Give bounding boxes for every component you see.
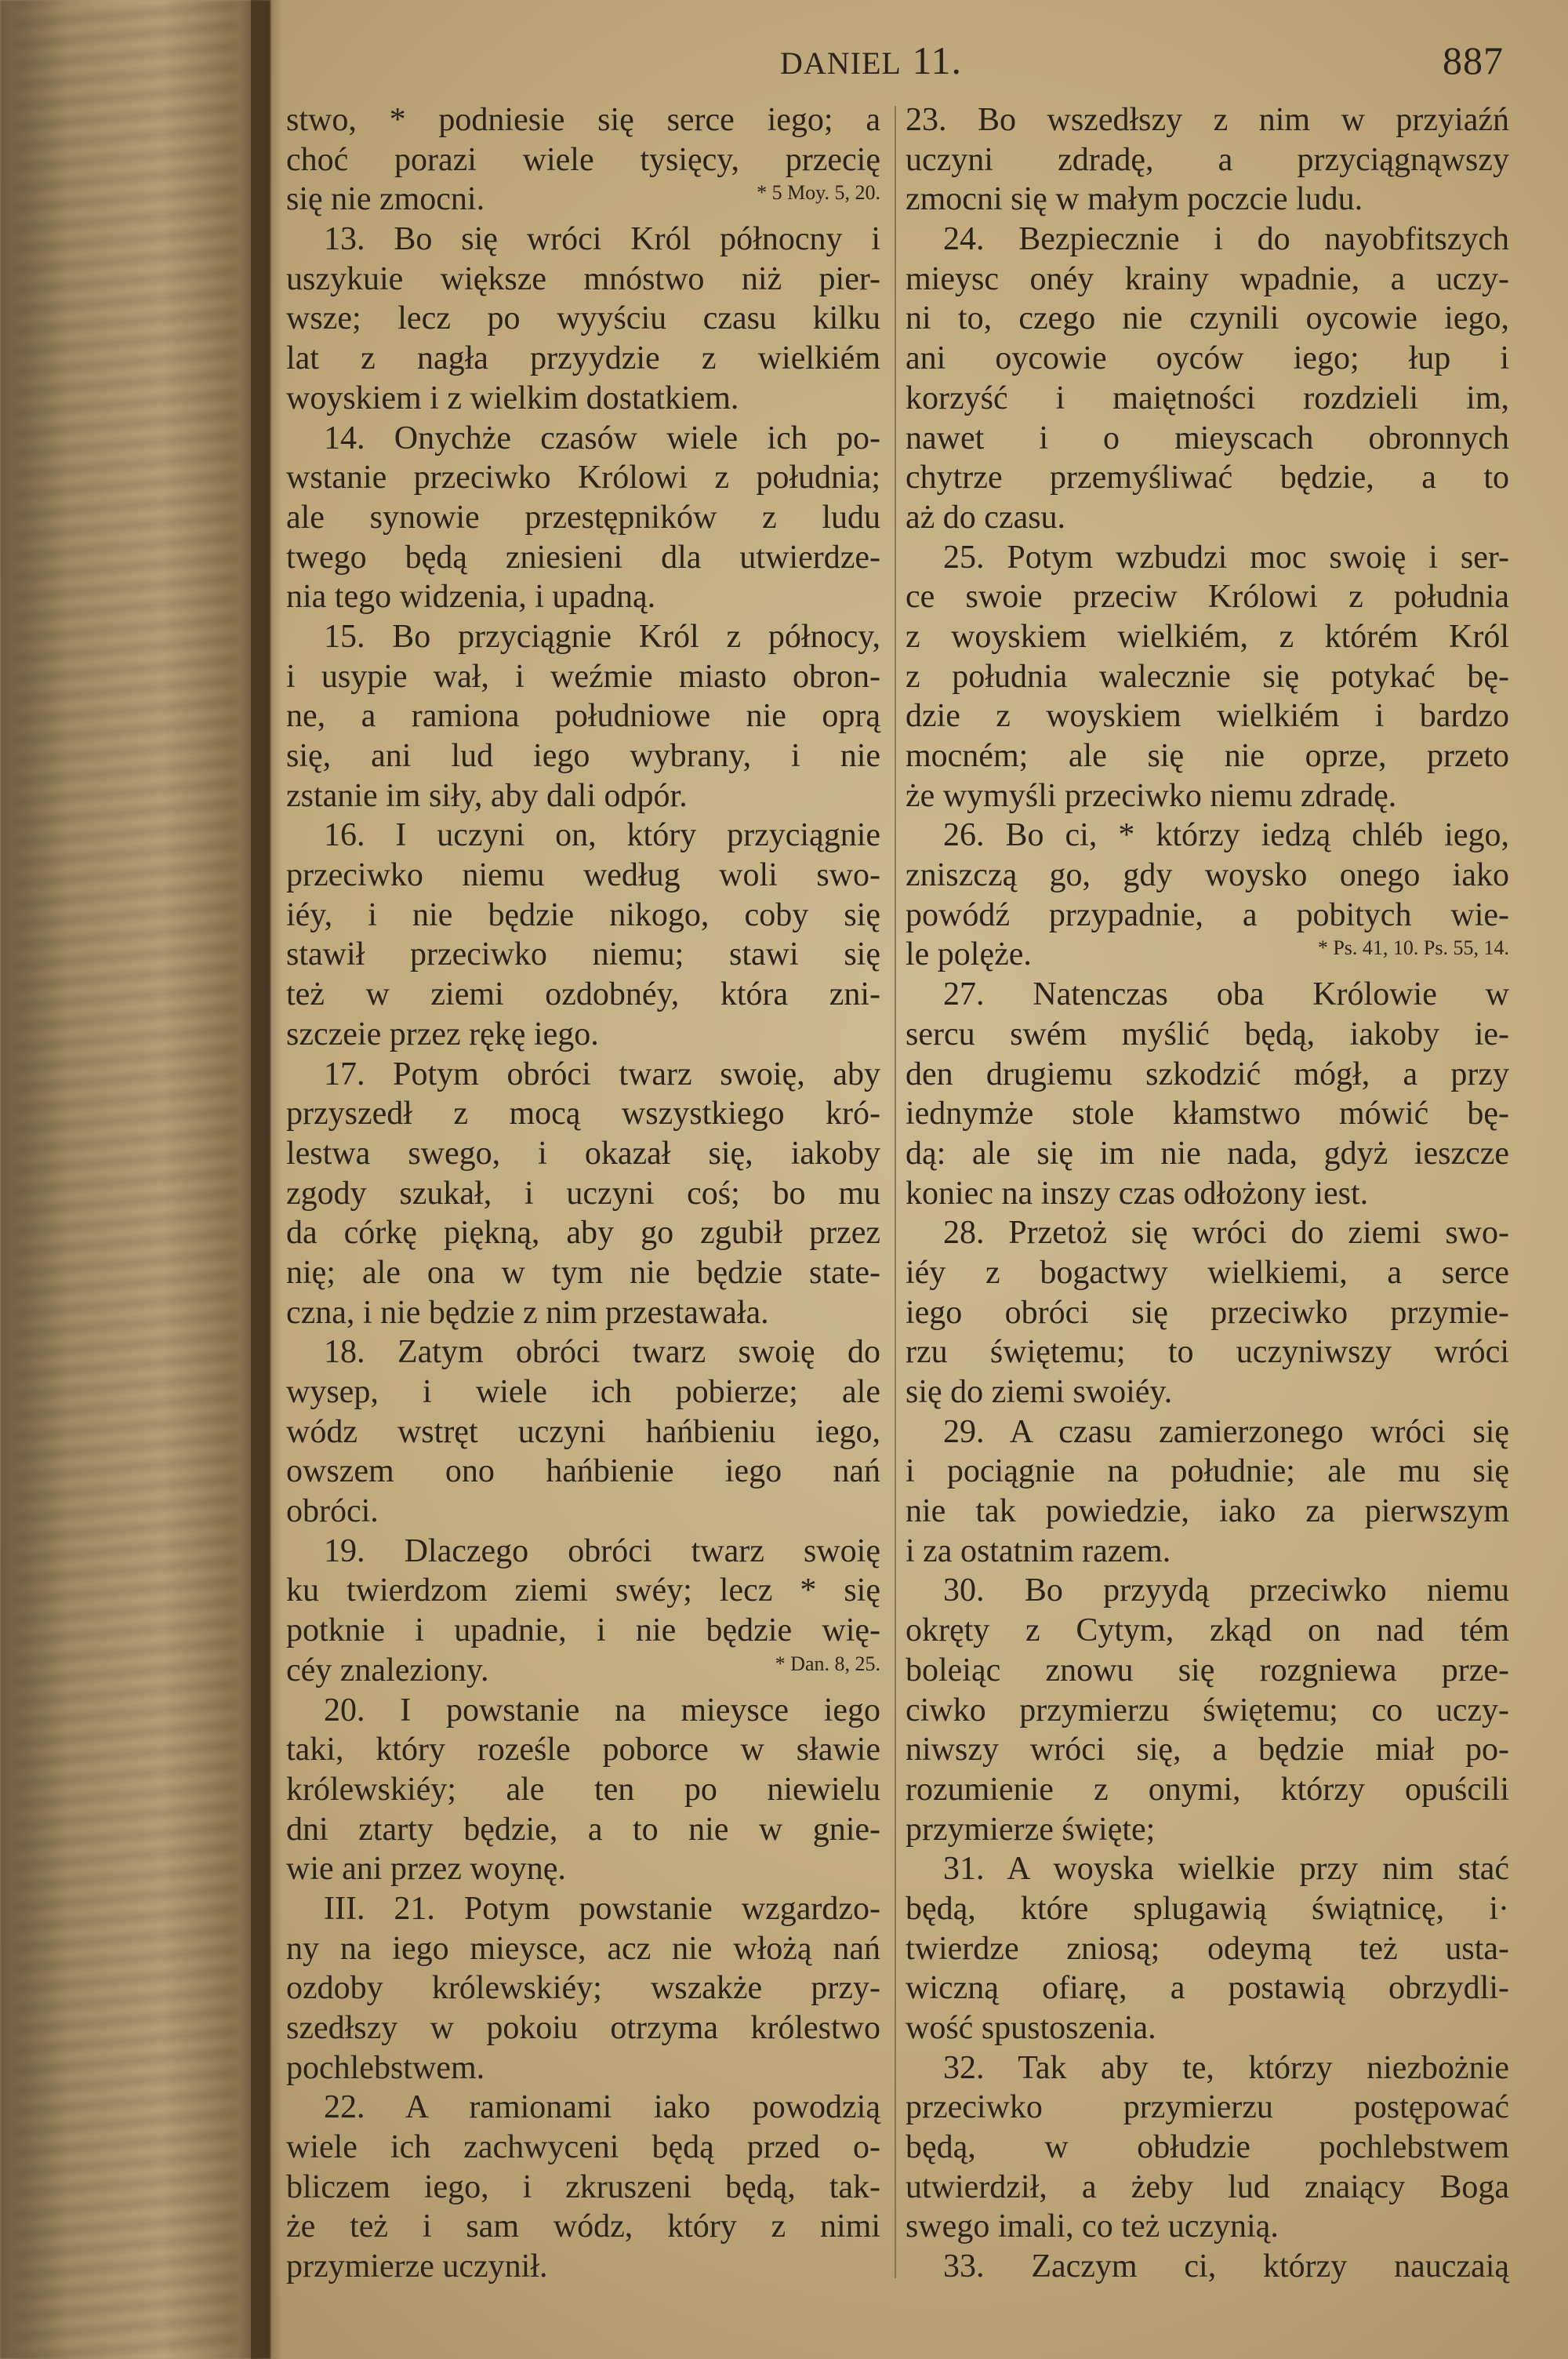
text-line [906,2168,1509,2208]
line-text: 31. A woyska wielkie przy nim stać [943,1851,1509,1888]
line-text: 32. Tak aby te, którzy niezbożnie [943,2049,1509,2086]
line-text: wódz wstręt uczyni hańbieniu iego, [286,1413,880,1450]
text-line [906,1253,1509,1293]
verse-start-line [286,1532,880,1572]
line-text: 19. Dlaczego obróci twarz swoię [324,1532,880,1569]
verse-start-line [286,220,880,260]
text-line [286,260,880,300]
line-text: będą, które splugawią świątnicę, i· [906,1890,1509,1927]
line-text: bliczem iego, i zkruszeni będą, tak- [286,2168,880,2205]
line-text: z woyskiem wielkiém, z którém Król [906,618,1509,655]
line-text: zniszczą go, gdy woysko onego iako [906,857,1509,894]
line-text: powódź przypadnie, a pobitych wie- [906,896,1509,933]
line-text: czna, i nie będzie z nim przestawała. [286,1294,769,1331]
verse-start-line [906,1571,1509,1611]
text-line [906,1134,1509,1174]
line-text: 33. Zaczym ci, którzy nauczaią [943,2248,1509,2285]
line-text: taki, który roześle poborce w sławie [286,1732,880,1768]
line-text: iego obróci się przeciwko przymie- [906,1294,1509,1331]
text-line [286,577,880,617]
line-text: wie ani przez woynę. [286,1851,566,1888]
line-text: ani oycowie oyców iego; łup i [906,340,1509,377]
verse-start-line [286,2088,880,2128]
line-text: przeciwko przymierzu postępować [906,2089,1509,2126]
text-line [906,617,1509,657]
verse-start-line [286,1889,880,1929]
line-text: ny na iego mieysce, acz nie włożą nań [286,1930,880,1967]
line-text: nie tak powiedzie, iako za pierwszym [906,1493,1509,1530]
text-line [906,696,1509,736]
text-line [906,498,1509,538]
line-text: 23. Bo wszedłszy z nim w przyiaźń [906,102,1509,138]
facing-page-text-blur [16,0,239,2359]
line-text: ale synowie przestępników z ludu [286,499,880,536]
line-text: iednymże stole kłamstwo mówić bę- [906,1096,1509,1132]
text-line [906,1810,1509,1850]
line-text: utwierdził, a żeby lud znaiący Boga [906,2168,1509,2205]
text-line [286,1849,880,1889]
text-line [906,2207,1509,2247]
text-line [286,1770,880,1810]
text-line [906,1889,1509,1929]
text-line [906,577,1509,617]
text-line [286,498,880,538]
text-line [286,776,880,816]
text-line [906,299,1509,339]
text-line [286,856,880,896]
line-text: swego imali, co też uczynią. [906,2208,1279,2245]
verse-start-line [286,419,880,459]
text-line [286,1174,880,1214]
line-text: i za ostatnim razem. [906,1532,1171,1569]
text-line [906,1730,1509,1770]
line-text: twego będą zniesieni dla utwierdze- [286,539,880,576]
text-line [906,1372,1509,1412]
line-text: stwo, * podniesie się serce iego; a [286,102,880,138]
line-text: twierdze zniosą; odeymą też usta- [906,1930,1509,1967]
line-text: zgody szukał, i uczyni coś; bo mu [286,1175,880,1212]
line-text: 27. Natenczas oba Królowie w [943,976,1509,1013]
text-line [286,339,880,379]
line-text: niwszy wróci się, a będzie miał po- [906,1732,1509,1768]
text-line [906,2128,1509,2168]
text-line [286,696,880,736]
text-line [286,379,880,419]
line-text: 28. Przetoż się wróci do ziemi swo- [943,1215,1509,1252]
line-text: dą: ale się im nie nada, gdyż ieszcze [906,1135,1509,1172]
line-text: wsze; lecz po wyyściu czasu kilku [286,300,880,337]
line-text: korzyść i maiętności rozdzieli im, [906,380,1509,416]
line-text: że też i sam wódz, który z nimi [286,2208,880,2245]
text-line [286,736,880,776]
text-line [286,1651,880,1691]
line-text: 15. Bo przyciągnie Król z północy, [324,618,880,655]
line-text: den drugiemu szkodzić mógł, a przy [906,1056,1509,1092]
text-line [906,736,1509,776]
text-line [286,1968,880,2008]
text-line [286,975,880,1015]
line-text: stawił przeciwko niemu; stawi się [286,936,880,973]
line-text: sercu swém myślić będą, iakoby ie- [906,1016,1509,1052]
line-text: rozumienie z onymi, którzy opuścili [906,1771,1509,1808]
line-text: przyszedł z mocą wszystkiego kró- [286,1096,880,1132]
text-line [286,1015,880,1055]
line-text: 26. Bo ci, * którzy iedzą chléb iego, [943,817,1509,854]
line-text: ku twierdzom ziemi swéy; lecz * się [286,1572,880,1609]
line-text: i pociągnie na południe; ale mu się [906,1453,1509,1490]
text-line [906,1293,1509,1333]
text-line [286,1372,880,1412]
line-text: nię; ale ona w tym nie będzie state- [286,1254,880,1291]
text-column-right [906,100,1509,2287]
line-text: owszem ono hańbienie iego nań [286,1453,880,1490]
text-line [286,1094,880,1134]
verse-start-line [906,975,1509,1015]
text-line [286,1213,880,1253]
line-text: wiczną ofiarę, a postawią obrzydli- [906,1970,1509,2007]
column-divider [895,106,896,2278]
line-text: 22. A ramionami iako powodzią [324,2089,880,2126]
line-text: ni to, czego nie czynili oycowie iego, [906,300,1509,337]
chapter-number: 11. [912,38,963,82]
line-text: się nie zmocni. [286,181,485,218]
line-text: wysep, i wiele ich pobierze; ale [286,1374,880,1410]
line-text: uszykuie większe mnóstwo niż pier- [286,260,880,297]
line-text: lat z nagła przyydzie z wielkiém [286,340,880,377]
text-line [906,935,1509,975]
line-text: obróci. [286,1493,379,1530]
line-text: mocném; ale się nie oprze, przeto [906,738,1509,774]
text-line [286,2008,880,2048]
line-text: da córkę piękną, aby go zgubił przez [286,1215,880,1252]
text-line [906,1332,1509,1372]
line-text: 29. A czasu zamierzonego wróci się [943,1413,1509,1450]
running-header [780,38,962,83]
text-line [906,339,1509,379]
verse-start-line [286,617,880,657]
line-text: nawet i o mieyscach obronnych [906,420,1509,456]
text-line [286,896,880,936]
line-text: ce swoie przeciw Królowi z południa [906,579,1509,616]
line-text: szczeie przez rękę iego. [286,1016,599,1052]
verse-start-line [906,1213,1509,1253]
text-line [286,180,880,220]
text-line [906,856,1509,896]
text-line [906,1968,1509,2008]
line-text: nia tego widzenia, i upadną. [286,579,656,616]
text-line [906,260,1509,300]
text-line [286,1293,880,1333]
line-text: też w ziemi ozdobnéy, która zni- [286,976,880,1013]
line-text: woyskiem i z wielkim dostatkiem. [286,380,739,416]
verse-start-line [906,2048,1509,2088]
verse-start-line [906,1849,1509,1889]
line-text: ciwko przymierzu świętemu; co uczy- [906,1692,1509,1728]
footnote-reference: * Ps. 41, 10. Ps. 55, 14. [1317,936,1509,960]
line-text: ozdoby królewskiéy; wszakże przy- [286,1970,880,2007]
verse-start-line [286,816,880,856]
verse-start-line [906,220,1509,260]
text-line [906,419,1509,459]
line-text: będą, w obłudzie pochlebstwem [906,2129,1509,2166]
line-text: céy znaleziony. [286,1652,489,1688]
line-text: boleiąc znowu się rozgniewa prze- [906,1652,1509,1688]
text-line [286,1452,880,1492]
line-text: iéy z bogactwy wielkiemi, a serce [906,1254,1509,1291]
line-text: się, ani lud iego wybrany, i nie [286,738,880,774]
line-text: choć porazi wiele tysięcy, przecię [286,141,880,178]
text-line [906,1770,1509,1810]
text-line [286,1730,880,1770]
line-text: się do ziemi swoiéy. [906,1374,1173,1410]
text-line [906,1611,1509,1651]
text-line [286,657,880,697]
text-line [286,935,880,975]
line-text: 14. Onychże czasów wiele ich po- [324,420,880,456]
line-text: mieysc onéy krainy wpadnie, a uczy- [906,260,1509,297]
text-line [286,2048,880,2088]
text-line [906,379,1509,419]
text-line [906,180,1509,220]
line-text: wość spustoszenia. [906,2010,1156,2046]
line-text: 13. Bo się wróci Król północny i [324,221,880,258]
line-text: okręty z Cytym, zkąd on nad tém [906,1612,1509,1649]
line-text: dni ztarty będzie, a to nie w gnie- [286,1811,880,1848]
line-text: wstanie przeciwko Królowi z południa; [286,460,880,496]
verse-start-line [906,2247,1509,2287]
text-line [906,1929,1509,1969]
line-text: 16. I uczyni on, który przyciągnie [324,817,880,854]
line-text: dzie z woyskiem wielkiém i bardzo [906,698,1509,735]
text-line [286,1492,880,1532]
page-number: 887 [1443,38,1504,82]
text-line [286,458,880,498]
verse-start-line [906,100,1509,140]
text-line [906,2088,1509,2128]
line-text: królewskiéy; ale ten po niewielu [286,1771,880,1808]
line-text: 20. I powstanie na mieysce iego [324,1692,880,1728]
text-line [906,1532,1509,1572]
line-text: 25. Potym wzbudzi moc swoię i ser- [943,539,1509,576]
text-line [286,1810,880,1850]
text-line [286,538,880,578]
verse-start-line [906,1412,1509,1452]
line-text: i usypie wał, i weźmie miasto obron- [286,658,880,695]
text-line [286,100,880,140]
line-text: ne, a ramiona południowe nie oprą [286,698,880,735]
text-line [906,458,1509,498]
text-line [906,776,1509,816]
footnote-reference: * Dan. 8, 25. [775,1652,880,1675]
line-text: rzu świętemu; to uczyniwszy wróci [906,1334,1509,1371]
book-gutter-shadow [251,0,282,2359]
line-text: 18. Zatym obróci twarz swoię do [324,1334,880,1371]
facing-page-blurred [0,0,270,2359]
text-line [906,657,1509,697]
text-line [286,1253,880,1293]
line-text: chytrze przemyśliwać będzie, a to [906,460,1509,496]
text-line [906,140,1509,180]
text-line [906,2008,1509,2048]
text-line [906,1094,1509,1134]
line-text: zmocni się w małym poczcie ludu. [906,181,1363,218]
line-text: iéy, i nie będzie nikogo, coby się [286,896,880,933]
line-text: wiele ich zachwyceni będą przed o- [286,2129,880,2166]
line-text: lestwa swego, i okazał się, iakoby [286,1135,880,1172]
line-text: 17. Potym obróci twarz swoię, aby [324,1056,880,1092]
line-text: 24. Bezpiecznie i do nayobfitszych [943,221,1509,258]
line-text: le polęże. [906,936,1032,973]
line-text: przymierze uczynił. [286,2248,548,2285]
text-line [906,1174,1509,1214]
footnote-reference: * 5 Moy. 5, 20. [757,181,880,205]
text-line [286,1929,880,1969]
text-line [906,1651,1509,1691]
verse-start-line [906,816,1509,856]
text-line [286,1571,880,1611]
line-text: że wymyśli przeciwko niemu zdradę. [906,777,1397,814]
line-text: szedłszy w pokoiu otrzyma królestwo [286,2010,880,2046]
book-name: DANIEL [780,45,902,81]
text-line [286,2128,880,2168]
text-line [906,1691,1509,1731]
text-line [286,2207,880,2247]
line-text: koniec na inszy czas odłożony iest. [906,1175,1369,1212]
line-text: potknie i upadnie, i nie będzie wię- [286,1612,880,1649]
line-text: przeciwko niemu według woli swo- [286,857,880,894]
text-line [286,2168,880,2208]
line-text: aż do czasu. [906,499,1066,536]
text-line [286,1412,880,1452]
verse-start-line [286,1332,880,1372]
text-line [906,1492,1509,1532]
text-line [286,2247,880,2287]
line-text: 30. Bo przyydą przeciwko niemu [943,1572,1509,1609]
line-text: pochlebstwem. [286,2049,485,2086]
text-line [286,299,880,339]
line-text: uczyni zdradę, a przyciągnąwszy [906,141,1509,178]
verse-start-line [286,1055,880,1095]
text-line [906,1452,1509,1492]
verse-start-line [286,1691,880,1731]
line-text: III. 21. Potym powstanie wzgardzo- [324,1890,880,1927]
line-text: przymierze święte; [906,1811,1156,1848]
line-text: z południa walecznie się potykać bę- [906,658,1509,695]
text-column-left [286,100,880,2287]
verse-start-line [906,538,1509,578]
text-line [906,1015,1509,1055]
text-line [286,1134,880,1174]
text-line [906,1055,1509,1095]
line-text: zstanie im siły, aby dali odpór. [286,777,688,814]
